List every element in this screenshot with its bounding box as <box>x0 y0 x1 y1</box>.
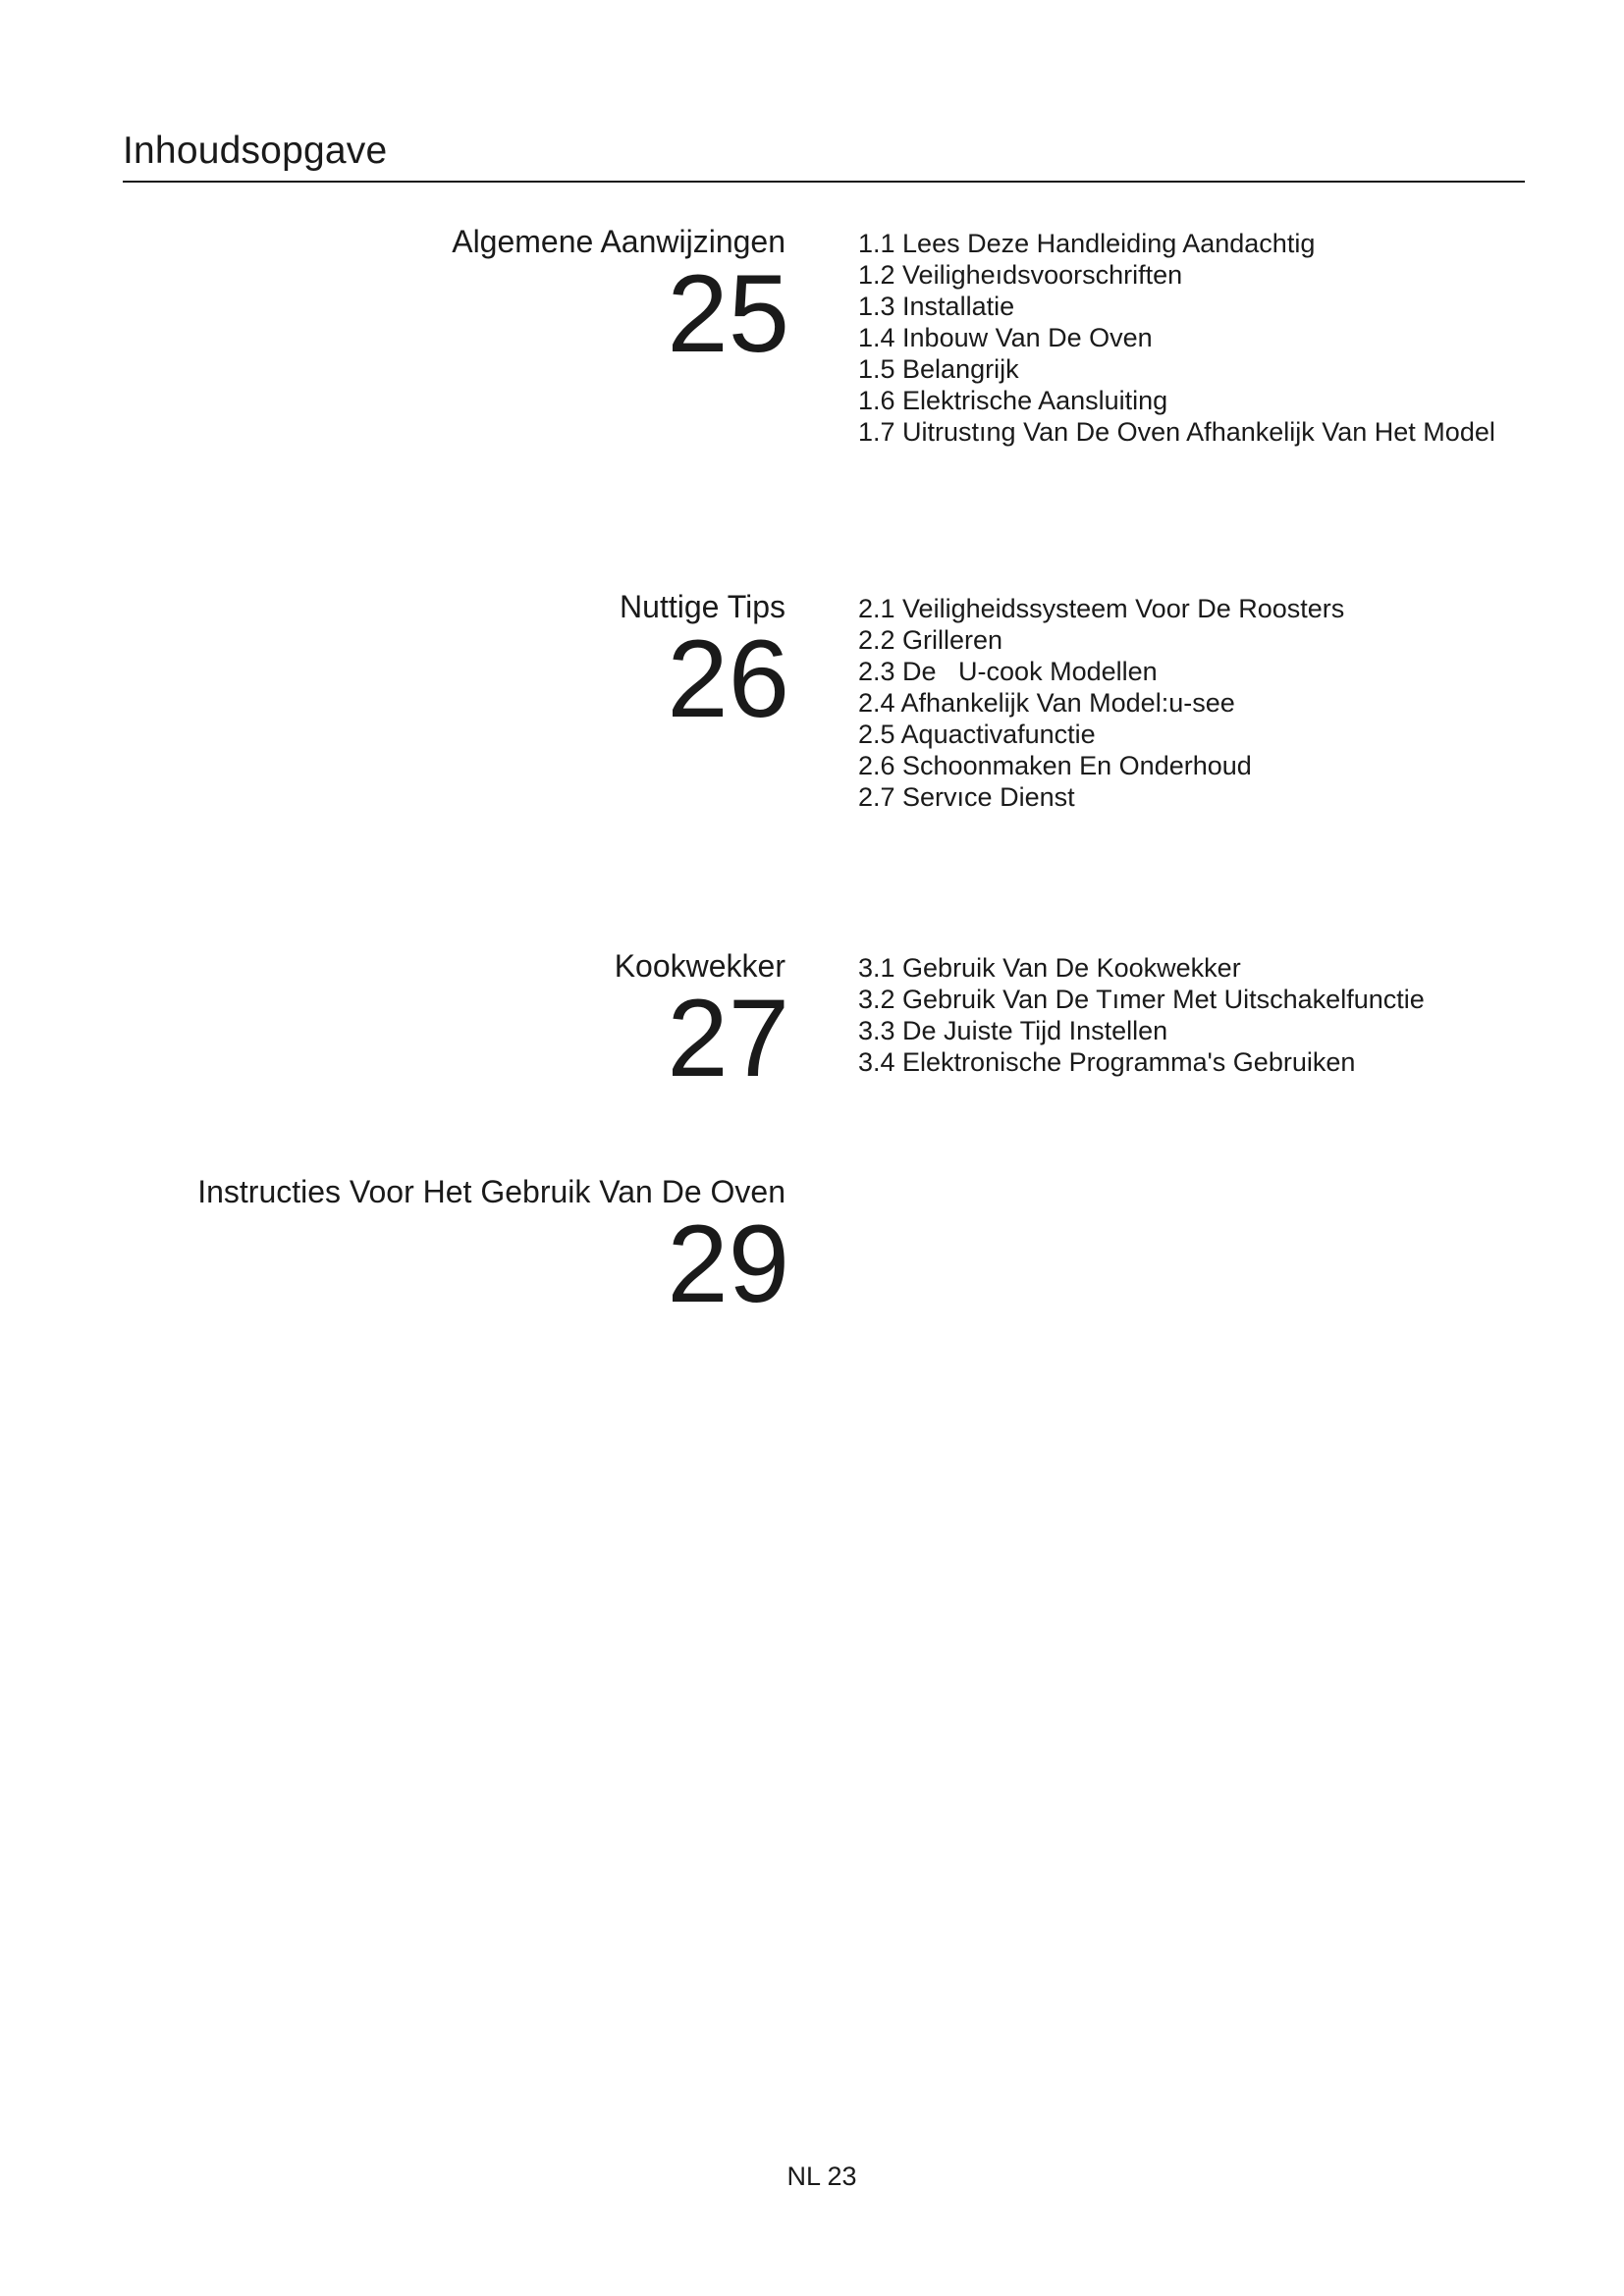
toc-item[interactable]: 1.2 Veiligheıdsvoorschriften <box>858 260 1183 290</box>
toc-item[interactable]: 2.2 Grilleren <box>858 625 1003 655</box>
section-item-list <box>858 952 1425 1078</box>
section-page-number: 26 <box>667 617 789 740</box>
toc-item[interactable]: 1.6 Elektrische Aansluiting <box>858 386 1168 415</box>
section-heading: Nuttige Tips <box>620 589 785 624</box>
toc-item[interactable]: 3.1 Gebruik Van De Kookwekker <box>858 953 1241 983</box>
toc-item[interactable]: 2.6 Schoonmaken En Onderhoud <box>858 751 1252 780</box>
toc-item[interactable]: 2.7 Servıce Dienst <box>858 782 1075 812</box>
section-item-list <box>858 228 1495 448</box>
toc-item[interactable]: 1.7 Uitrustıng Van De Oven Afhankelijk Van Het Model <box>858 417 1495 447</box>
section-left <box>0 222 789 375</box>
toc-item[interactable]: 3.4 Elektronische Programma's Gebruiken <box>858 1047 1356 1077</box>
toc-item[interactable]: 2.3 De U-cook Modellen <box>858 657 1158 686</box>
section-item-list <box>858 593 1344 813</box>
section-left <box>0 946 789 1099</box>
toc-item[interactable]: 2.1 Veiligheidssysteem Voor De Roosters <box>858 594 1345 623</box>
section-page-number: 27 <box>667 977 789 1099</box>
section-heading: Instructies Voor Het Gebruik Van De Oven <box>197 1174 785 1209</box>
section-heading: Algemene Aanwijzingen <box>452 224 785 259</box>
toc-item[interactable]: 1.3 Installatie <box>858 292 1015 321</box>
toc-item[interactable]: 1.5 Belangrijk <box>858 354 1019 384</box>
toc-item[interactable]: 1.4 Inbouw Van De Oven <box>858 323 1153 352</box>
toc-item[interactable]: 2.4 Afhankelijk Van Model:u-see <box>858 688 1235 718</box>
toc-item[interactable]: 2.5 Aquactivafunctie <box>858 720 1096 749</box>
page-footer: NL 23 <box>786 2162 857 2191</box>
toc-item[interactable]: 3.3 De Juiste Tijd Instellen <box>858 1016 1168 1045</box>
toc-item[interactable]: 3.2 Gebruik Van De Tımer Met Uitschakelfunctie <box>858 985 1425 1014</box>
section-heading: Kookwekker <box>614 948 785 984</box>
toc-item[interactable]: 1.1 Lees Deze Handleiding Aandachtig <box>858 229 1316 258</box>
title-rule <box>123 181 1525 183</box>
section-page-number: 29 <box>667 1202 789 1325</box>
section-left <box>0 1172 789 1325</box>
section-page-number: 25 <box>667 252 789 375</box>
section-left <box>0 587 789 740</box>
page-title: Inhoudsopgave <box>123 130 388 172</box>
